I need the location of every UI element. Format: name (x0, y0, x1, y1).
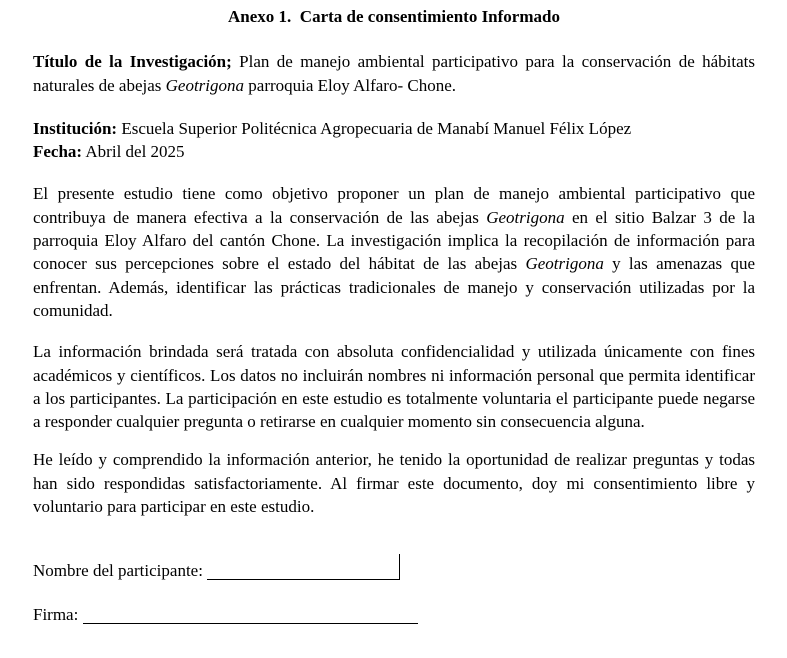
objective-text-2: en el sitio Balzar 3 de la parroquia Eloy Alfaro del cantón Chone. La investigación implica la recopilación de información para conocer sus percepciones sobre el estado del hábitat de las abejas (33, 207, 755, 274)
research-title-paragraph (33, 50, 755, 97)
signature-field[interactable] (83, 607, 418, 624)
participant-name-field[interactable] (207, 554, 400, 580)
institution-value: Escuela Superior Politécnica Agropecuaria de Manabí Manuel Félix López (117, 118, 632, 138)
date-line (33, 140, 755, 163)
date-label: Fecha: (33, 142, 83, 162)
paragraph-consent-statement: He leído y comprendido la información anterior, he tenido la oportunidad de realizar preguntas y todas han sido respondidas satisfactoriamente. Al firmar este documento, doy mi consentimiento libre y voluntario para participar en este estudio. (33, 450, 755, 517)
species-name-italic: Geotrigona (165, 75, 245, 95)
date-value: Abril del 2025 (82, 142, 185, 162)
paragraph-objective (33, 182, 755, 322)
document-title: Anexo 1. Carta de consentimiento Informado (228, 7, 560, 26)
signature-label: Firma: (33, 604, 79, 624)
institution-label: Institución: (33, 118, 118, 138)
institution-line (33, 117, 755, 140)
objective-text-1: El presente estudio tiene como objetivo proponer un plan de manejo ambiental participativo que contribuya de manera efectiva a la conservación de las abejas (33, 184, 755, 227)
research-title-text: Plan de manejo ambiental participativo para la conservación de hábitats naturales de abejas (33, 52, 755, 95)
species-name-italic: Geotrigona (486, 207, 565, 227)
signature-row (33, 603, 755, 626)
research-title-text-end: parroquia Eloy Alfaro- Chone. (244, 75, 456, 95)
research-title-label: Título de la Investigación; (33, 52, 232, 72)
objective-text-3: y las amenazas que enfrentan. Además, identificar las prácticas tradicionales de manejo y conservación utilizadas por la comunidad. (33, 254, 755, 320)
participant-name-row (33, 554, 755, 582)
paragraph-confidentiality: La información brindada será tratada con absoluta confidencialidad y utilizada únicamente con fines académicos y científicos. Los datos no incluirán nombres ni información personal que permita identificar a los participantes. La participación en este estudio es totalmente voluntaria el participante puede negarse a responder cualquier pregunta o retirarse en cualquier momento sin consecuencia alguna. (33, 342, 755, 432)
species-name-italic: Geotrigona (525, 254, 604, 274)
participant-name-label: Nombre del participante: (33, 561, 203, 581)
